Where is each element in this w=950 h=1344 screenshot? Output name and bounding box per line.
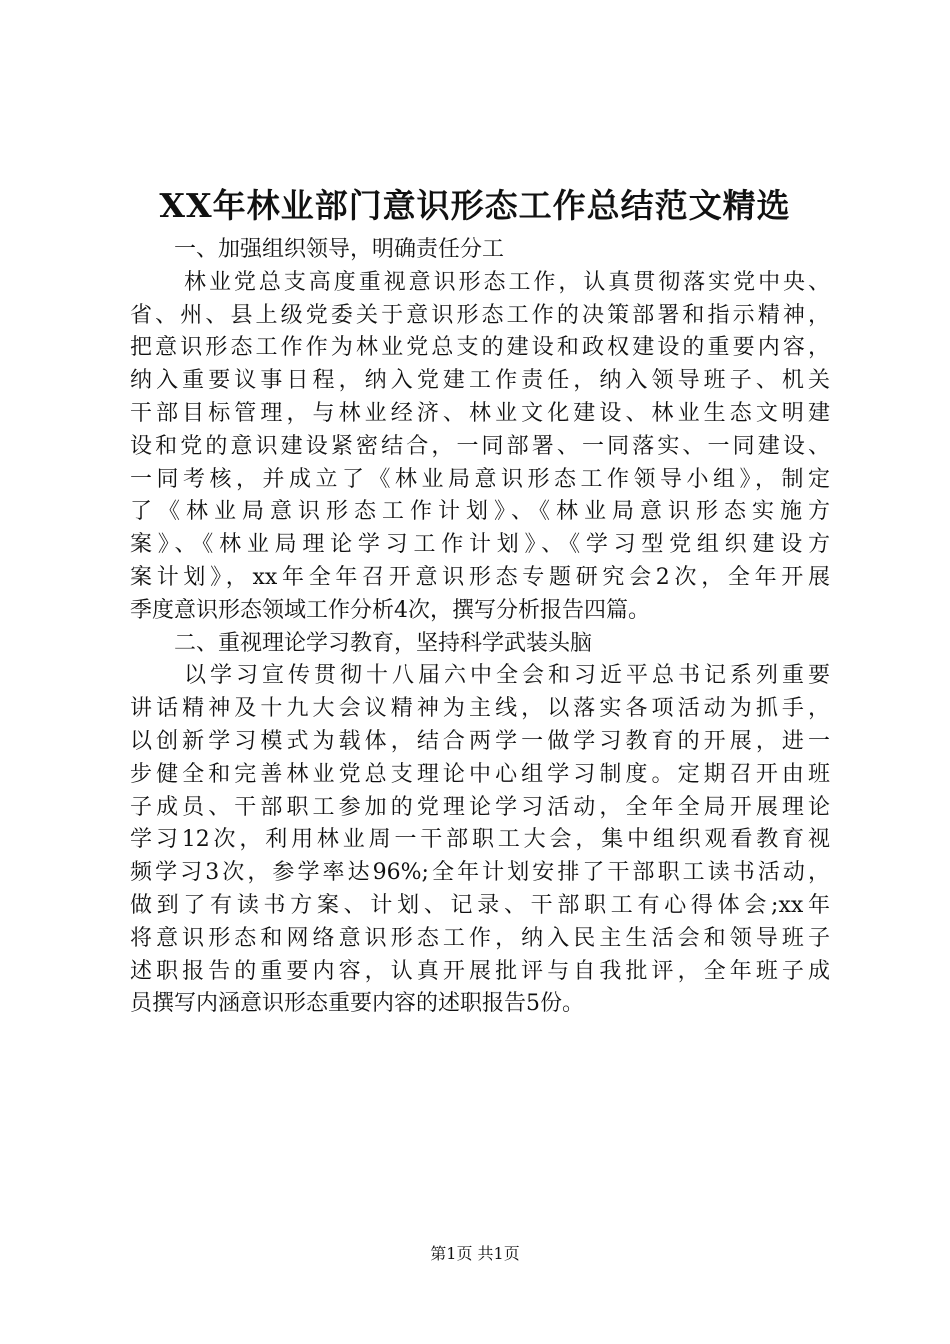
- paragraph-line: 将意识形态和网络意识形态工作，纳入民主生活会和领导班子: [130, 925, 830, 951]
- document-body: [130, 234, 830, 1021]
- paragraph-line: 以创新学习模式为载体，结合两学一做学习教育的开展，进一: [130, 728, 830, 754]
- paragraph-line: 林业党总支高度重视意识形态工作，认真贯彻落实党中央、: [184, 269, 830, 295]
- paragraph-line: 设和党的意识建设紧密结合，一同部署、一同落实、一同建设、: [130, 433, 830, 459]
- paragraph-line: 案》、《林业局理论学习工作计划》、《学习型党组织建设方: [130, 532, 830, 558]
- section-heading-2: 二、重视理论学习教育，坚持科学武装头脑: [174, 630, 593, 656]
- paragraph-line: 学习12次，利用林业周一干部职工大会，集中组织观看教育视: [130, 827, 830, 853]
- paragraph-line: 子成员、干部职工参加的党理论学习活动，全年全局开展理论: [130, 794, 830, 820]
- paragraph-line: 员撰写内涵意识形态重要内容的述职报告5份。: [130, 991, 584, 1017]
- paragraph-line: 省、州、县上级党委关于意识形态工作的决策部署和指示精神，: [130, 302, 830, 328]
- paragraph-line: 了《林业局意识形态工作计划》、《林业局意识形态实施方: [130, 499, 830, 525]
- paragraph-line: 纳入重要议事日程，纳入党建工作责任，纳入领导班子、机关: [130, 368, 830, 394]
- document-title: XX年林业部门意识形态工作总结范文精选: [159, 186, 791, 225]
- paragraph-line: 做到了有读书方案、计划、记录、干部职工有心得体会;xx年: [130, 892, 830, 918]
- paragraph-line: 干部目标管理，与林业经济、林业文化建设、林业生态文明建: [130, 400, 830, 426]
- paragraph-line: 述职报告的重要内容，认真开展批评与自我批评，全年班子成: [130, 958, 830, 984]
- paragraph-line: 案计划》，xx年全年召开意识形态专题研究会2次，全年开展: [130, 564, 830, 590]
- paragraph-line: 讲话精神及十九大会议精神为主线，以落实各项活动为抓手，: [130, 696, 830, 722]
- paragraph-line: 季度意识形态领域工作分析4次，撰写分析报告四篇。: [130, 597, 650, 623]
- paragraph-line: 把意识形态工作作为林业党总支的建设和政权建设的重要内容，: [130, 335, 830, 361]
- paragraph-line: 频学习3次，参学率达96%;全年计划安排了干部职工读书活动，: [130, 860, 830, 886]
- paragraph-line: 一同考核，并成立了《林业局意识形态工作领导小组》，制定: [130, 466, 830, 492]
- section-heading-1: 一、加强组织领导，明确责任分工: [174, 237, 505, 262]
- paragraph-line: 步健全和完善林业党总支理论中心组学习制度。定期召开由班: [130, 761, 830, 787]
- paragraph-line: 以学习宣传贯彻十八届六中全会和习近平总书记系列重要: [184, 663, 830, 689]
- page-footer: 第1页 共1页: [430, 1244, 520, 1263]
